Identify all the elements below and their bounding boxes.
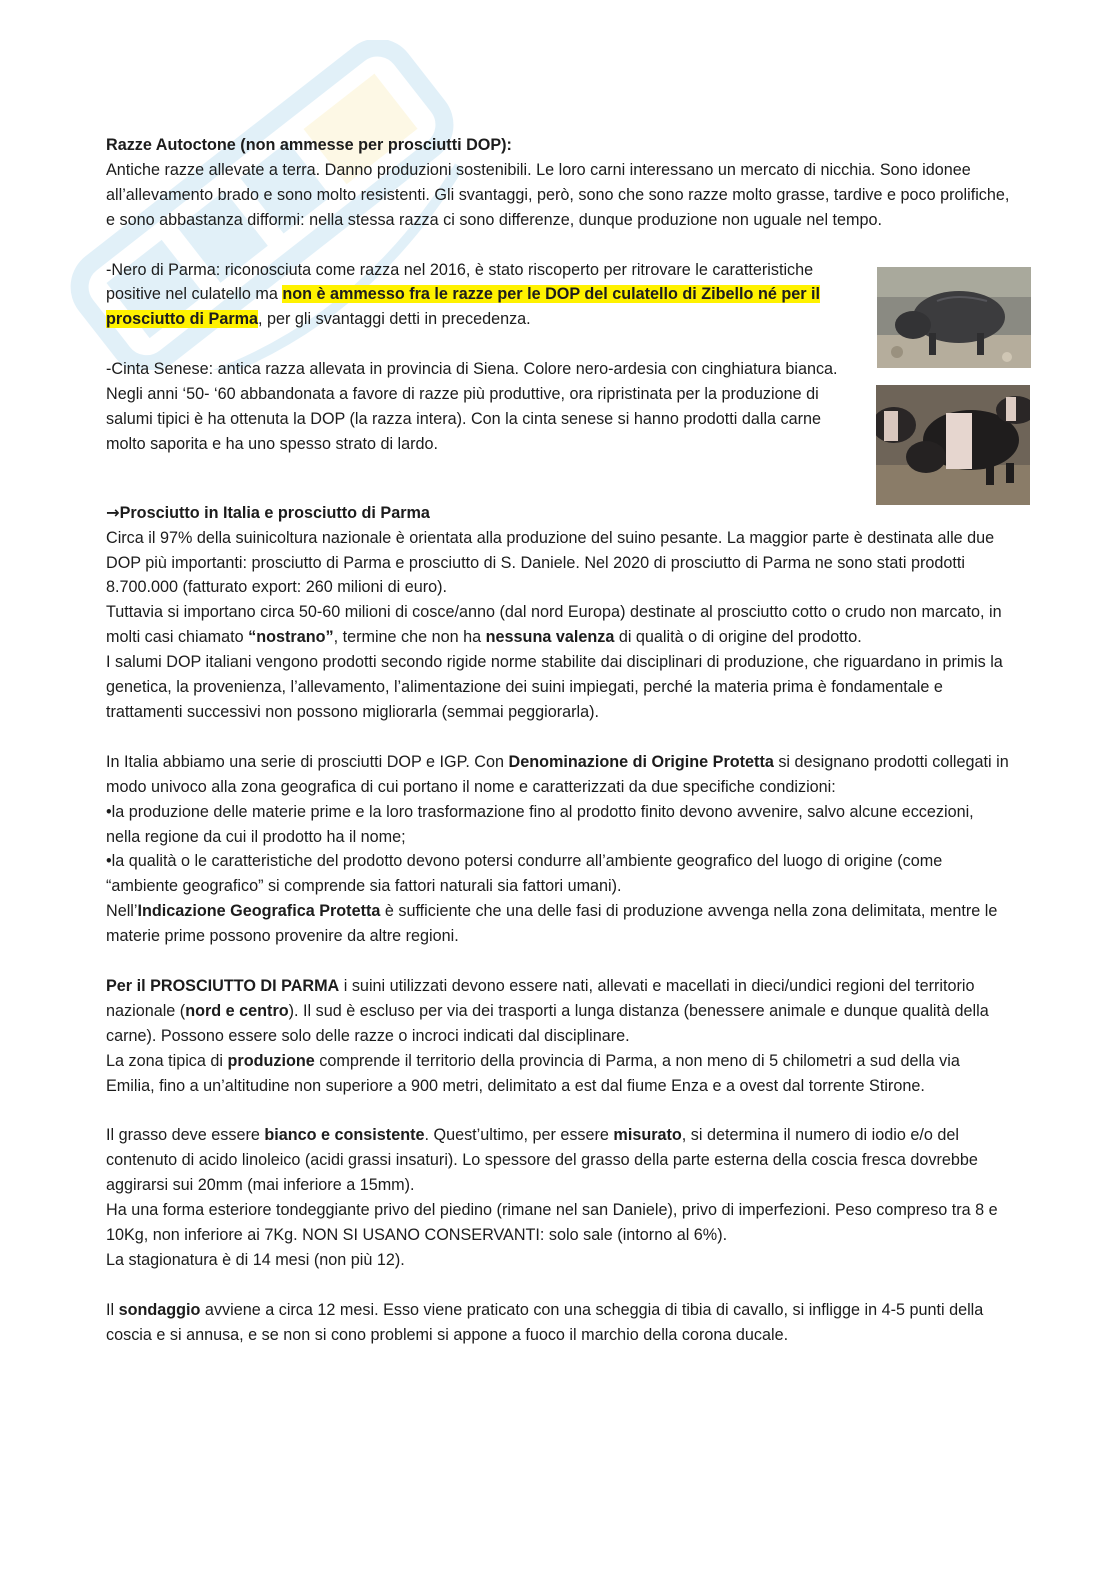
paragraph-prosciutto-parma: Per il PROSCIUTTO DI PARMA i suini utilizzati devono essere nati, allevati e macellati in dieci/undici regioni del territorio nazionale (nord e centro). Il sud è escluso per via dei trasporti a lunga distanza (benessere animale e dunque qualità della carne). Possono essere solo delle razze o incroci indicati dal disciplinare. (106, 976, 989, 1045)
document-page (106, 133, 1011, 1348)
paragraph-grasso: Il grasso deve essere bianco e consistente. Quest’ultimo, per essere misurato, si determina il numero di iodio e/o del contenuto di acido linoleico (acidi grassi insaturi). Lo spessore del grasso della parte esterna della coscia fresca dovrebbe aggirarsi sui 20mm (mai inferiore a 15mm). (106, 1126, 978, 1195)
paragraph-sondaggio: Il sondaggio avviene a circa 12 mesi. Esso viene praticato con una scheggia di tibia di cavallo, si infligge in 4-5 punti della coscia e si annusa, e se non si cono problemi si appone a fuoco il marchio della corona ducale. (106, 1300, 984, 1344)
list-item: •la qualità o le caratteristiche del prodotto devono potersi condurre all’ambiente geografico del luogo di origine (come “ambiente geografico” si comprende sia fattori naturali sia fattori umani). (106, 852, 943, 896)
paragraph-intro: Antiche razze allevate a terra. Danno produzioni sostenibili. Le loro carni interessano un mercato di nicchia. Sono idonee all’allevamento brado e sono molto resistenti. Gli svantaggi, però, sono che sono razze molto grasse, tardive e poco prolifiche, e sono abbastanza difformi: nella stessa razza ci sono differenze, dunque produzione non uguale nel tempo. (106, 160, 1010, 229)
paragraph-cinta-senese: -Cinta Senese: antica razza allevata in provincia di Siena. Colore nero-ardesia con cinghiatura bianca. Negli anni ‘50- ‘60 abbandonata a favore di razze più produttive, ora ripristinata per la produzione di salumi tipici è ha ottenuta la DOP (la razza intera). Con la cinta senese si hanno prodotti dalla carne molto saporita e ha uno spesso strato di lardo. (106, 360, 838, 453)
paragraph-importazioni: Tuttavia si importano circa 50-60 milioni di cosce/anno (dal nord Europa) destinate al prosciutto cotto o crudo non marcato, in molti casi chiamato “nostrano”, termine che non ha nessuna valenza di qualità o di origine del prodotto. (106, 603, 1002, 647)
paragraph-zona-tipica: La zona tipica di produzione comprende il territorio della provincia di Parma, a non meno di 5 chilometri a sud della via Emilia, fino a un’altitudine non superiore a 900 metri, delimitato a est dal fiume Enza e a ovest dal torrente Stirone. (106, 1051, 960, 1095)
list-item: •la produzione delle materie prime e la loro trasformazione fino al prodotto finito devono avvenire, salvo alcune eccezioni, nella regione da cui il prodotto ha il nome; (106, 802, 974, 846)
section-heading-razze-autoctone: Razze Autoctone (non ammesse per prosciutti DOP): (106, 136, 512, 154)
highlighted-text: non è ammesso fra le razze per le DOP del culatello di Zibello né per il prosciutto di Parma (106, 285, 821, 329)
paragraph-nero-di-parma: -Nero di Parma: riconosciuta come razza nel 2016, è stato riscoperto per ritrovare le caratteristiche positive nel culatello ma non è ammesso fra le razze per le DOP del culatello di Zibello né per il prosciutto di Parma, per gli svantaggi detti in precedenza. (106, 260, 821, 329)
section-heading-prosciutto: →Prosciutto in Italia e prosciutto di Parma (106, 502, 430, 522)
paragraph-igp-definition: Nell’Indicazione Geografica Protetta è sufficiente che una delle fasi di produzione avvenga nella zona delimitata, mentre le materie prime possono provenire da altre regioni. (106, 902, 998, 946)
arrow-icon: → (106, 502, 120, 522)
paragraph-salumi-dop: I salumi DOP italiani vengono prodotti secondo rigide norme stabilite dai disciplinari di produzione, che riguardano in primis la genetica, la provenienza, l’allevamento, l’alimentazione dei suini impiegati, perché la materia prima è fondamentale e trattamenti successivi non possono migliorarla (semmai peggiorarla). (106, 653, 1003, 721)
paragraph-forma: Ha una forma esteriore tondeggiante privo del piedino (rimane nel san Daniele), privo di imperfezioni. Peso compreso tra 8 e 10Kg, non inferiore ai 7Kg. NON SI USANO CONSERVANTI: solo sale (intorno al 6%). (106, 1201, 998, 1244)
paragraph-suinicoltura: Circa il 97% della suinicoltura nazionale è orientata alla produzione del suino pesante. La maggior parte è destinata alle due DOP più importanti: prosciutto di Parma e prosciutto di S. Daniele. Nel 2020 di prosciutto di Parma ne sono stati prodotti 8.700.000 (fatturato export: 260 milioni di euro). (106, 528, 995, 597)
paragraph-stagionatura: La stagionatura è di 14 mesi (non più 12). (106, 1250, 405, 1269)
paragraph-dop-definition: In Italia abbiamo una serie di prosciutti DOP e IGP. Con Denominazione di Origine Protetta si designano prodotti collegati in modo univoco alla zona geografica di cui portano il nome e caratterizzati da due specifiche condizioni: (106, 752, 1009, 796)
